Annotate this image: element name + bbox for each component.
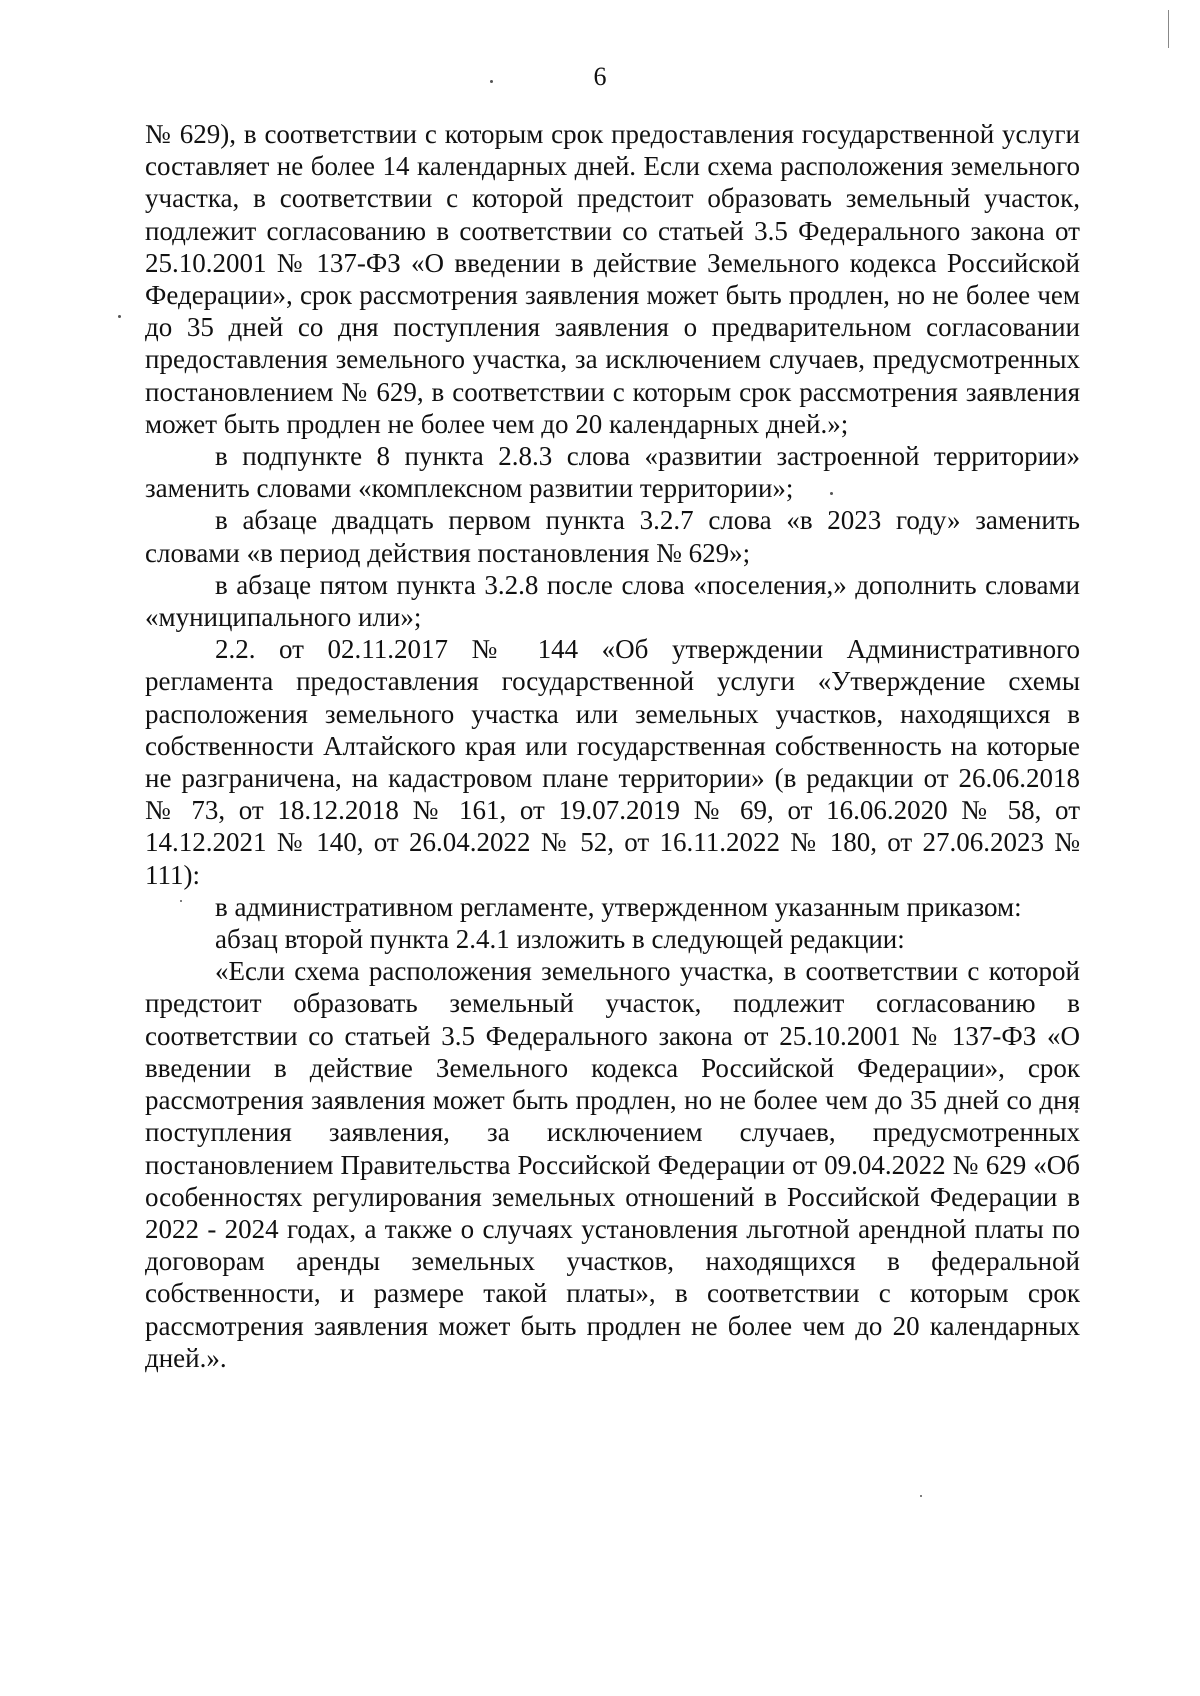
scan-speck xyxy=(118,315,121,318)
page-number: 6 xyxy=(593,62,607,91)
scan-speck xyxy=(920,1495,922,1497)
paragraph-2-4-1-new-text: «Если схема расположения земельного участка, в соответствии с которой предстоит образовать земельный участок, подлежит согласованию в соответствии со статьей 3.5 Федерального закона от 25.10.2001 № 137-ФЗ «О введении в действие Земельного кодекса Российской Федерации», срок рассмотрения заявления может быть продлен, но не более чем до 35 дней со дня поступления заявления, за исключением случаев, предусмотренных постановлением Правительства Российской Федерации от 09.04.2022 № 629 «Об особенностях регулирования земельных отношений в Российской Федерации в 2022 - 2024 годах, а также о случаях установления льготной арендной платы по договорам аренды земельных участков, находящихся в федеральной собственности, и размере такой платы», в соответствии с которым срок рассмотрения заявления может быть продлен не более чем до 20 календарных дней.». xyxy=(145,956,1080,1373)
paragraph-2-4-1-intro: абзац второй пункта 2.4.1 изложить в следующей редакции: xyxy=(215,924,905,955)
document-body xyxy=(145,118,1080,1374)
paragraph-continuation: № 629), в соответствии с которым срок предоставления государственной услуги составляет не более 14 календарных дней. Если схема расположения земельного участка, в соответствии с которой предстоит образовать земельный участок, подлежит согласованию в соответствии со статьей 3.5 Федерального закона от 25.10.2001 № 137-ФЗ «О введении в действие Земельного кодекса Российской Федерации», срок рассмотрения заявления может быть продлен, но не более чем до 35 дней со дня поступления заявления о предварительном согласовании предоставления земельного участка, за исключением случаев, предусмотренных постановлением № 629, в соответствии с которым срок рассмотрения заявления может быть продлен не более чем до 20 календарных дней.»; xyxy=(145,119,1080,439)
scan-edge-line xyxy=(1168,10,1169,48)
paragraph-amendment-2-8-3: в подпункте 8 пункта 2.8.3 слова «развитии застроенной территории» заменить словами «комплексном развитии территории»; xyxy=(145,441,1080,504)
paragraph-amendment-3-2-7: в абзаце двадцать первом пункта 3.2.7 слова «в 2023 году» заменить словами «в период действия постановления № 629»; xyxy=(145,505,1080,568)
paragraph-section-2-2: 2.2. от 02.11.2017 № 144 «Об утверждении Административного регламента предоставления государственной услуги «Утверждение схемы расположения земельного участка или земельных участков, находящихся в собственности Алтайского края или государственная собственность на которые не разграничена, на кадастровом плане территории» (в редакции от 26.06.2018 № 73, от 18.12.2018 № 161, от 19.07.2019 № 69, от 16.06.2020 № 58, от 14.12.2021 № 140, от 26.04.2022 № 52, от 16.11.2022 № 180, от 27.06.2023 № 111): xyxy=(145,634,1080,890)
paragraph-regulation-intro: в административном регламенте, утвержденном указанным приказом: xyxy=(215,891,1022,922)
paragraph-amendment-3-2-8: в абзаце пятом пункта 3.2.8 после слова «поселения,» дополнить словами «муниципального или»; xyxy=(145,569,1080,633)
